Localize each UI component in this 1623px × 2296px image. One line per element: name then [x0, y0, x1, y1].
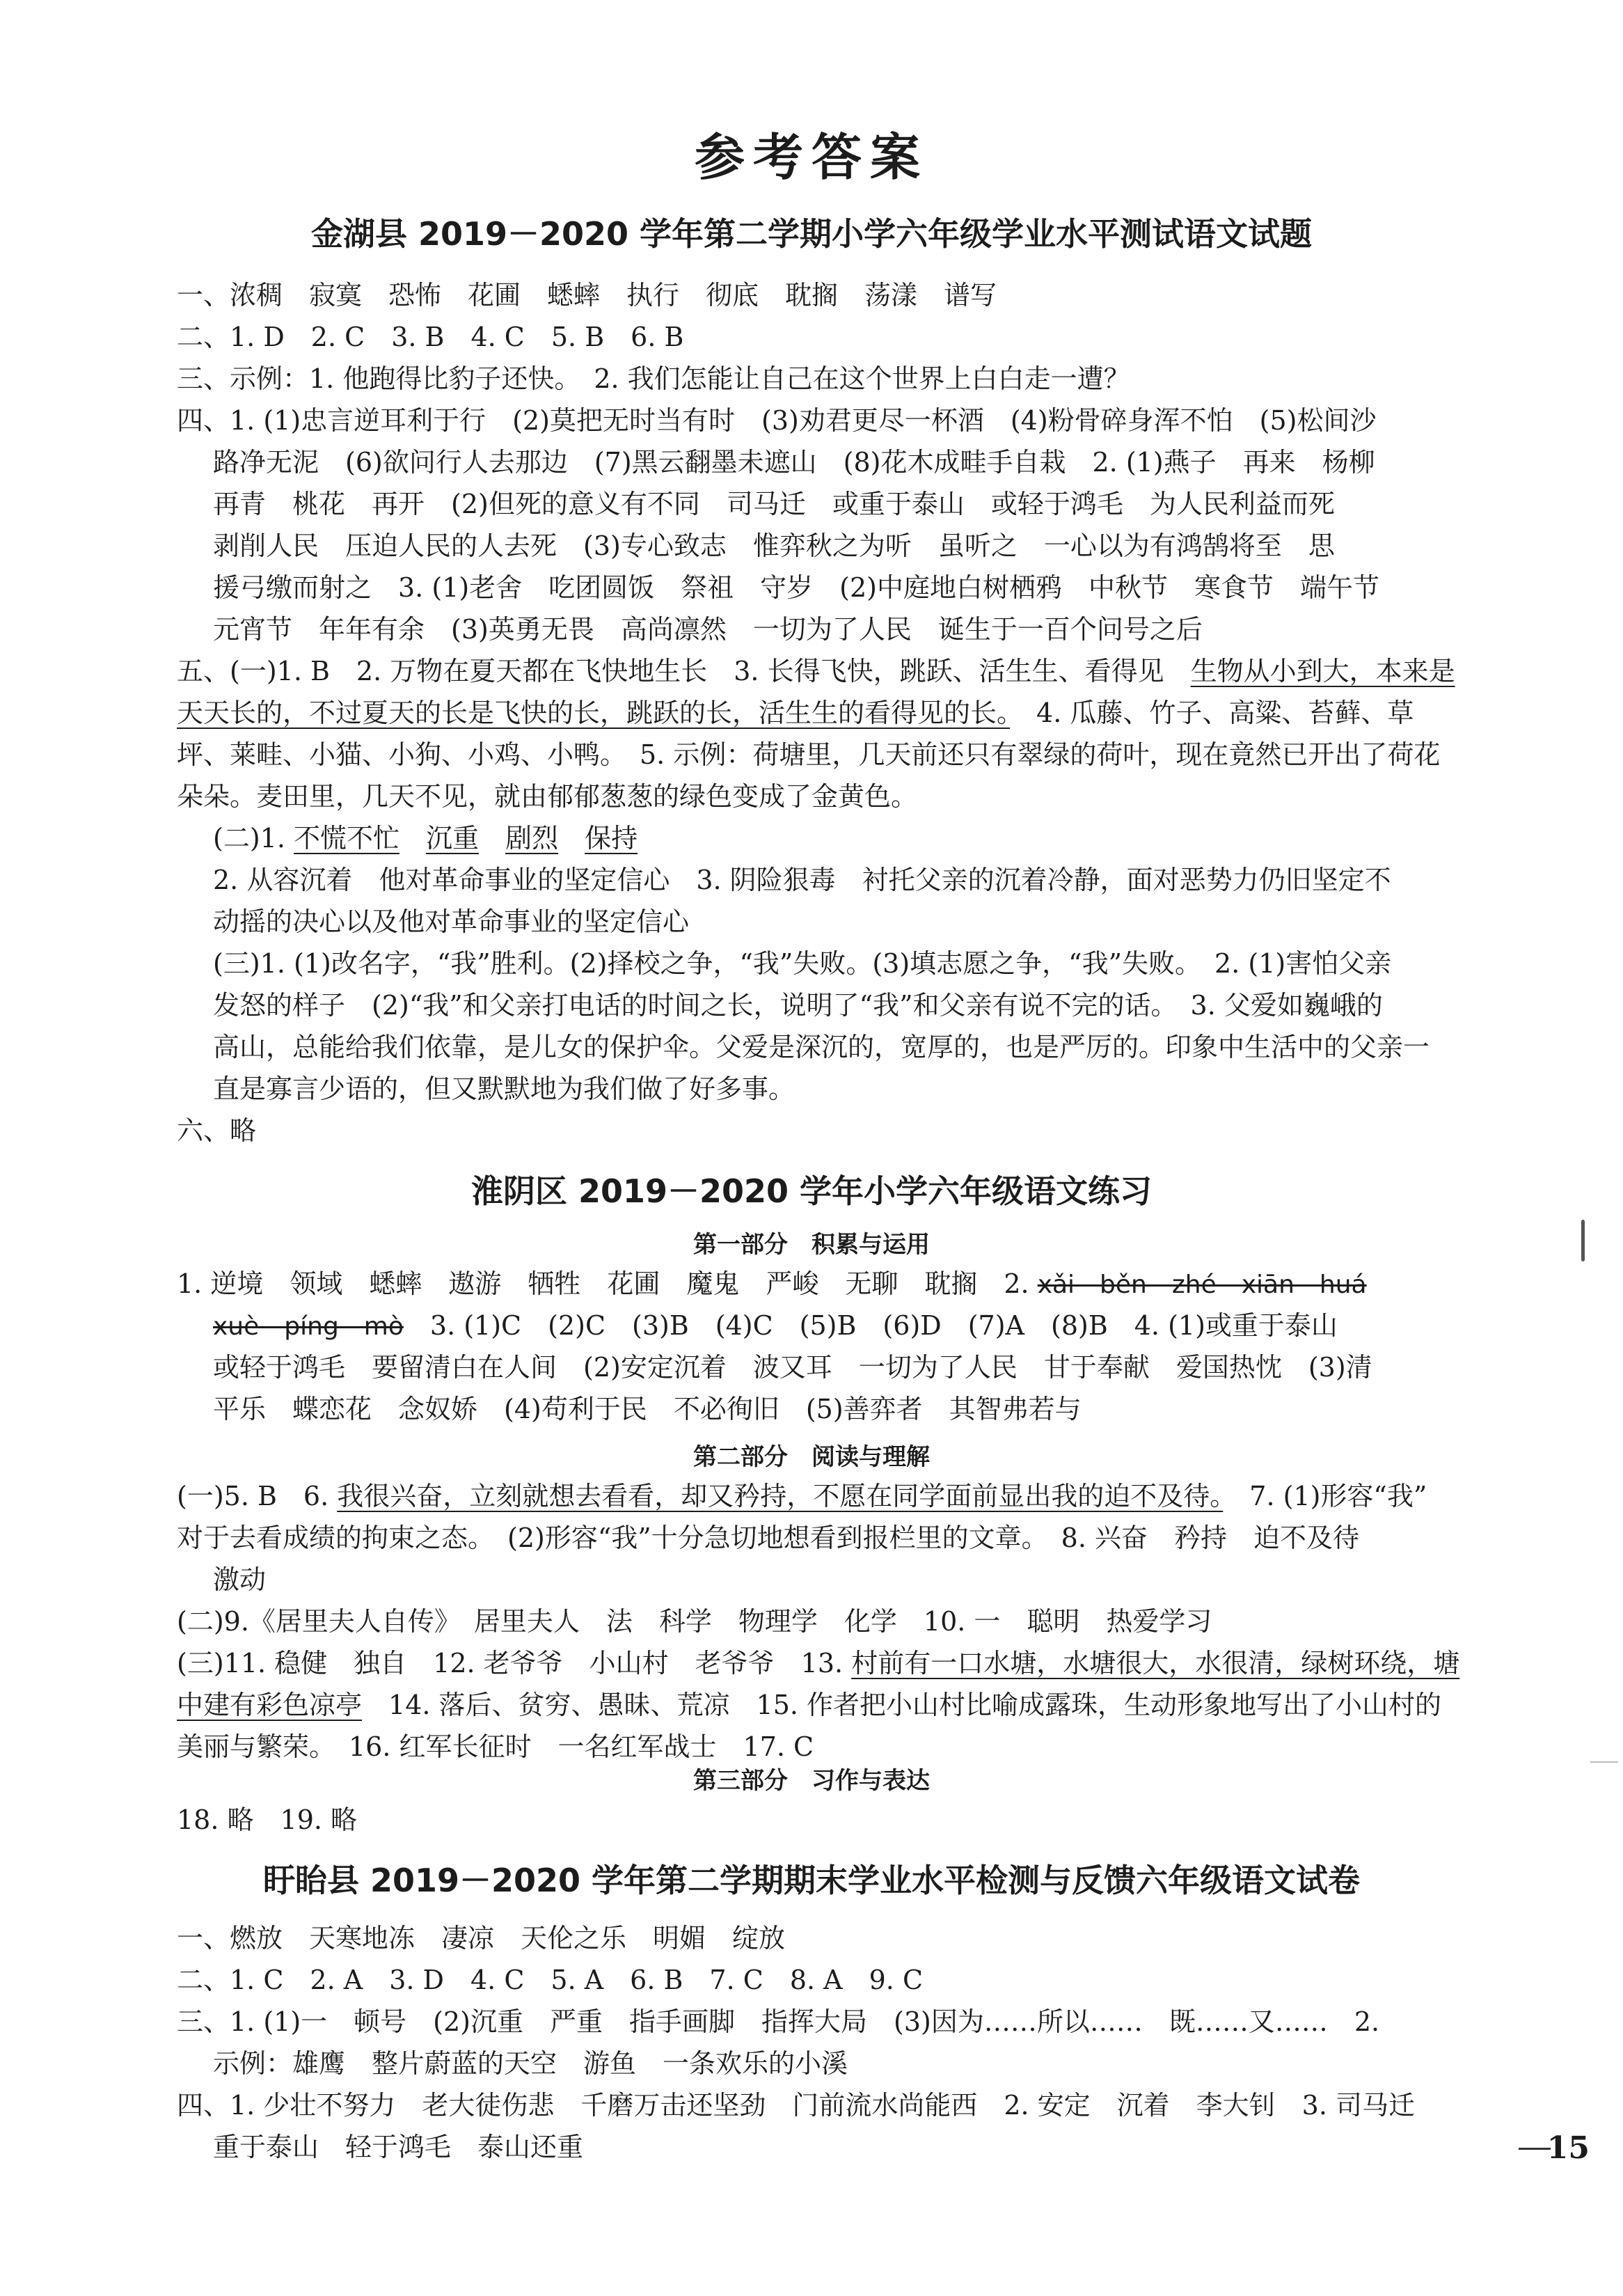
section-heading-xuyi: 盱眙县 2019－2020 学年第二学期期末学业水平检测与反馈六年级语文试卷 [262, 1862, 1361, 1899]
underlined-word: 沉重 [426, 823, 480, 854]
answer-line [213, 821, 638, 855]
answer-line: 朵朵。麦田里，几天不见，就由郁郁葱葱的绿色变成了金黄色。 [177, 781, 918, 812]
part-heading: 第一部分 积累与运用 [693, 1231, 930, 1259]
answer-text: 7. (1)形容“我” [1223, 1481, 1427, 1511]
answer-line [177, 1479, 1427, 1513]
answer-line: 元宵节 年年有余 (3)英勇无畏 高尚凛然 一切为了人民 诞生于一百个问号之后 [213, 614, 1203, 645]
answer-line [177, 654, 1455, 688]
underlined-word: 剧烈 [505, 823, 559, 854]
answer-text: (二)1. [213, 823, 294, 854]
answer-line: 2. 从容沉着 他对革命事业的坚定信心 3. 阴险狠毒 衬托父亲的沉着冷静，面对恶势力仍旧坚定不 [213, 865, 1391, 895]
answer-line: 动摇的决心以及他对革命事业的坚定信心 [213, 906, 690, 937]
answer-line: 三、示例：1. 他跑得比豹子还快。 2. 我们怎能让自己在这个世界上白白走一遭？ [177, 363, 1130, 394]
underlined-answer: 中建有彩色凉亭 [177, 1690, 363, 1720]
answer-line: 六、略 [177, 1115, 257, 1146]
underlined-answer: 天天长的，不过夏天的长是飞快的长，跳跃的长，活生生的看得见的长。 [177, 698, 1011, 728]
answer-text: 1. 逆境 领域 蟋蟀 遨游 牺牲 花圃 魔鬼 严峻 无聊 耽搁 2. [177, 1268, 1038, 1299]
answer-line: 一、燃放 天寒地冻 凄凉 天伦之乐 明媚 绽放 [177, 1923, 786, 1953]
struck-pinyin: xǎi běn zhé xiān huá [1037, 1271, 1367, 1299]
answer-text: (一)5. B 6. [177, 1481, 338, 1511]
underlined-word: 不慌不忙 [294, 823, 400, 854]
answer-line: 发怒的样子 (2)“我”和父亲打电话的时间之长，说明了“我”和父亲有说不完的话。 3. 父爱如巍峨的 [213, 990, 1383, 1021]
answer-text: 4. 瓜藤、竹子、高粱、苔藓、草 [1010, 698, 1414, 728]
page-number-dash [1519, 2148, 1551, 2150]
page-title: 参考答案 [694, 127, 928, 187]
answer-line [177, 1267, 1367, 1302]
answer-line: 四、1. 少壮不努力 老大徒伤悲 千磨万击还坚劲 门前流水尚能西 2. 安定 沉着 李大钊 3. 司马迁 [177, 2090, 1416, 2121]
answer-text: 3. (1)C (2)C (3)B (4)C (5)B (6)D (7)A (8)B 4. (1)或重于泰山 [403, 1310, 1338, 1341]
answer-line [213, 1309, 1338, 1344]
scan-mark [1581, 1220, 1585, 1261]
answer-line: 四、1. (1)忠言逆耳利于行 (2)莫把无时当有时 (3)劝君更尽一杯酒 (4)粉骨碎身浑不怕 (5)松间沙 [177, 405, 1377, 436]
section-heading-huaiyin: 淮阴区 2019－2020 学年小学六年级语文练习 [470, 1172, 1153, 1210]
scan-mark [1590, 1761, 1618, 1763]
answer-line [177, 1646, 1459, 1680]
answer-line: 再青 桃花 再开 (2)但死的意义有不同 司马迁 或重于泰山 或轻于鸿毛 为人民利益而死 [213, 489, 1335, 519]
answer-line: 援弓缴而射之 3. (1)老舍 吃团圆饭 祭祖 守岁 (2)中庭地白树栖鸦 中秋节 寒食节 端午节 [213, 572, 1379, 603]
answer-line: 激动 [213, 1564, 267, 1595]
answer-line: 重于泰山 轻于鸿毛 泰山还重 [213, 2132, 584, 2162]
answer-line: 高山，总能给我们依靠，是儿女的保护伞。父爱是深沉的，宽厚的，也是严厉的。印象中生活中的父亲一 [213, 1032, 1430, 1062]
answer-line: 一、浓稠 寂寞 恐怖 花圃 蟋蟀 执行 彻底 耽搁 荡漾 谱写 [177, 280, 997, 310]
answer-line: 二、1. C 2. A 3. D 4. C 5. A 6. B 7. C 8. A 9. C [177, 1965, 924, 1995]
answer-text: (三)11. 稳健 独自 12. 老爷爷 小山村 老爷爷 13. [177, 1648, 852, 1678]
answer-line: 或轻于鸿毛 要留清白在人间 (2)安定沉着 波又耳 一切为了人民 甘于奉献 爱国热忱 (3)清 [213, 1352, 1372, 1383]
part-heading: 第二部分 阅读与理解 [693, 1443, 930, 1471]
answer-line: (三)1. (1)改名字，“我”胜利。(2)择校之争，“我”失败。(3)填志愿之争，“我”失败。 2. (1)害怕父亲 [213, 948, 1392, 979]
underlined-answer: 我很兴奋，立刻就想去看看，却又矜持，不愿在同学面前显出我的迫不及待。 [337, 1481, 1224, 1511]
section-heading-jinhu: 金湖县 2019－2020 学年第二学期小学六年级学业水平测试语文试题 [310, 215, 1313, 253]
answer-line: 直是寡言少语的，但又默默地为我们做了好多事。 [213, 1074, 795, 1104]
page-number: 15 [1546, 2130, 1590, 2166]
answer-line [177, 696, 1414, 730]
answer-line: 示例：雄鹰 整片蔚蓝的天空 游鱼 一条欢乐的小溪 [213, 2048, 848, 2079]
answer-line: 坪、莱畦、小猫、小狗、小鸡、小鸭。 5. 示例：荷塘里，几天前还只有翠绿的荷叶，现在竟然已开出了荷花 [177, 739, 1441, 770]
answer-line [177, 1688, 1441, 1722]
answer-line: 三、1. (1)一 顿号 (2)沉重 严重 指手画脚 指挥大局 (3)因为……所以…… 既……又…… 2. [177, 2006, 1380, 2037]
part-heading: 第三部分 习作与表达 [693, 1767, 930, 1795]
struck-pinyin: xuè píng mò [213, 1312, 404, 1341]
answer-line: 美丽与繁荣。 16. 红军长征时 一名红军战士 17. C [177, 1731, 814, 1762]
answer-text: 14. 落后、贫穷、愚昧、荒凉 15. 作者把小山村比喻成露珠，生动形象地写出了小山村的 [362, 1690, 1442, 1720]
underlined-word: 保持 [585, 823, 638, 854]
answer-line: 平乐 蝶恋花 念奴娇 (4)苟利于民 不必徇旧 (5)善弈者 其智弗若与 [213, 1394, 1082, 1424]
answer-line: 剥削人民 压迫人民的人去死 (3)专心致志 惟弈秋之为听 虽听之 一心以为有鸿鹄将至 思 [213, 530, 1335, 561]
answer-line: 18. 略 19. 略 [177, 1804, 358, 1835]
answer-text: 五、(一)1. B 2. 万物在夏天都在飞快地生长 3. 长得飞快，跳跃、活生生、看得见 [177, 656, 1191, 686]
underlined-answer: 生物从小到大，本来是 [1190, 656, 1455, 686]
answer-line: 二、1. D 2. C 3. B 4. C 5. B 6. B [177, 322, 684, 352]
answer-line: 路净无泥 (6)欲问行人去那边 (7)黑云翻墨未遮山 (8)花木成畦手自栽 2. (1)燕子 再来 杨柳 [213, 447, 1375, 478]
answer-line: (二)9.《居里夫人自传》 居里夫人 法 科学 物理学 化学 10. 一 聪明 热爱学习 [177, 1606, 1212, 1637]
underlined-answer: 村前有一口水塘，水塘很大，水很清，绿树环绕，塘 [851, 1648, 1460, 1678]
answer-line: 对于去看成绩的拘束之态。 (2)形容“我”十分急切地想看到报栏里的文章。 8. 兴奋 矜持 迫不及待 [177, 1523, 1360, 1553]
